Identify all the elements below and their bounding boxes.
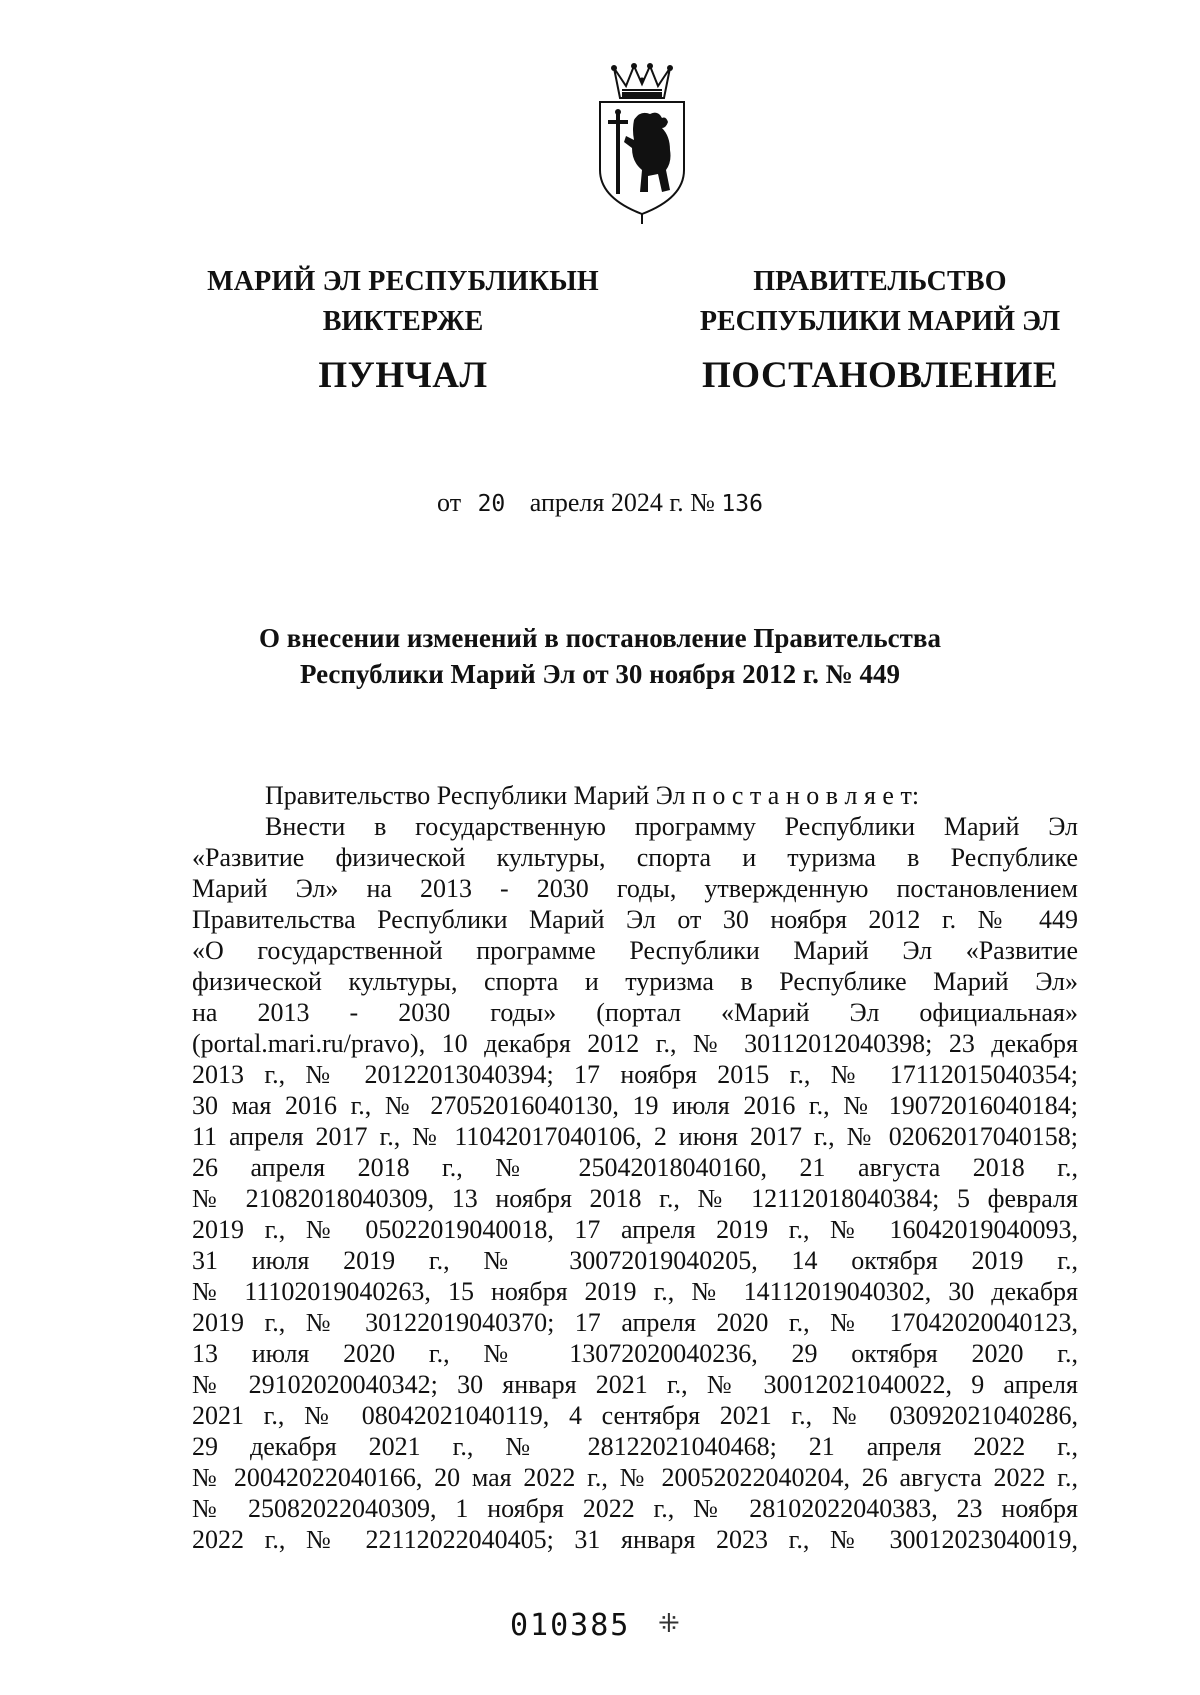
body-line: № 25082022040309, 1 ноября 2022 г., № 28102022040383, 23 ноября [192, 1494, 1078, 1523]
document-body [192, 780, 1078, 1555]
body-line: 11 апреля 2017 г., № 11042017040106, 2 июня 2017 г., № 02062017040158; [192, 1122, 1078, 1151]
header-right [665, 262, 1095, 396]
title-line2: Республики Марий Эл от 30 ноября 2012 г. № 449 [299, 659, 901, 689]
body-line: Марий Эл» на 2013 - 2030 годы, утвержденную постановлением [192, 874, 1078, 903]
body-line: физической культуры, спорта и туризма в Республике Марий Эл» [192, 967, 1078, 996]
body-line: № 21082018040309, 13 ноября 2018 г., № 12112018040384; 5 февраля [192, 1184, 1078, 1213]
date-prefix: от [437, 488, 462, 517]
serial-number: 010385 [510, 1608, 631, 1643]
body-line: 29 декабря 2021 г., № 28122021040468; 21 апреля 2022 г., [192, 1432, 1078, 1461]
title-line1: О внесении изменений в постановление Правительства [259, 623, 941, 653]
header-left-line1: МАРИЙ ЭЛ РЕСПУБЛИКЫН [207, 266, 599, 297]
body-line: 2021 г., № 08042021040119, 4 сентября 2021 г., № 03092021040286, [192, 1401, 1078, 1430]
header-left [178, 262, 628, 396]
body-line: (portal.mari.ru/pravo), 10 декабря 2012 г., № 30112012040398; 23 декабря [192, 1029, 1078, 1058]
body-line: «Развитие физической культуры, спорта и туризма в Республике [192, 843, 1078, 872]
header-left-doc-type: ПУНЧАЛ [318, 355, 488, 396]
coat-of-arms-icon [592, 58, 692, 228]
document-number: 136 [721, 491, 763, 517]
sparkle-icon: ⁜ [658, 1609, 680, 1638]
header-right-doc-type: ПОСТАНОВЛЕНИЕ [701, 355, 1059, 396]
body-line: «О государственной программе Республики Марий Эл «Развитие [192, 936, 1078, 965]
body-line: Правительства Республики Марий Эл от 30 ноября 2012 г. № 449 [192, 905, 1078, 934]
body-line: 13 июля 2020 г., № 13072020040236, 29 октября 2020 г., [192, 1339, 1078, 1368]
body-paragraph [192, 811, 1078, 1555]
decree-phrase: Правительство Республики Марий Эл п о с т а н о в л я е т: [265, 781, 920, 810]
body-line: 30 мая 2016 г., № 27052016040130, 19 июля 2016 г., № 19072016040184; [192, 1091, 1078, 1120]
body-line: 31 июля 2019 г., № 30072019040205, 14 октября 2019 г., [192, 1246, 1078, 1275]
body-line: на 2013 - 2030 годы» (портал «Марий Эл официальная» [192, 998, 1078, 1027]
header-left-line2: ВИКТЕРЖЕ [322, 306, 484, 337]
header-right-line1: ПРАВИТЕЛЬСТВО [753, 266, 1007, 297]
body-line: № 20042022040166, 20 мая 2022 г., № 20052022040204, 26 августа 2022 г., [192, 1463, 1078, 1492]
date-day: 20 [477, 491, 506, 517]
document-title [150, 620, 1050, 692]
body-line: 2019 г., № 30122019040370; 17 апреля 2020 г., № 17042020040123, [192, 1308, 1078, 1337]
body-line: 2022 г., № 22112022040405; 31 января 2023 г., № 30012023040019, [192, 1525, 1078, 1554]
body-line: № 11102019040263, 15 ноября 2019 г., № 14112019040302, 30 декабря [192, 1277, 1078, 1306]
body-line: 2013 г., № 20122013040394; 17 ноября 2015 г., № 17112015040354; [192, 1060, 1078, 1089]
body-line: 26 апреля 2018 г., № 25042018040160, 21 августа 2018 г., [192, 1153, 1078, 1182]
body-line: Внести в государственную программу Республики Марий Эл [265, 812, 1078, 841]
body-line: № 29102020040342; 30 января 2021 г., № 30012021040022, 9 апреля [192, 1370, 1078, 1399]
date-month-year: апреля 2024 г. № [529, 488, 715, 517]
body-line: 2019 г., № 05022019040018, 17 апреля 2019 г., № 16042019040093, [192, 1215, 1078, 1244]
header-right-line2: РЕСПУБЛИКИ МАРИЙ ЭЛ [699, 306, 1061, 337]
date-line [0, 488, 1200, 518]
